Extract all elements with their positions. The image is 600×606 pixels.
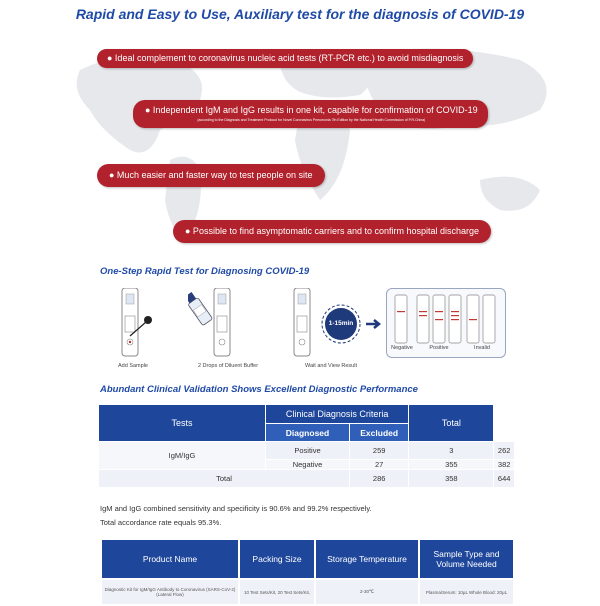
feature-text-3: ● Much easier and faster way to test people on site — [109, 170, 313, 180]
diagnosed-header: Diagnosed — [266, 424, 350, 442]
row-label: Negative — [266, 460, 350, 470]
validation-title: Abundant Clinical Validation Shows Excellent Diagnostic Performance — [100, 384, 418, 395]
cell-value: 3 — [409, 442, 494, 460]
feature-text-4: ● Possible to find asymptomatic carriers and to confirm hospital discharge — [185, 226, 480, 236]
result-positive-label: Positive — [429, 345, 449, 351]
storage-temp-header: Storage Temperature — [315, 539, 419, 579]
product-name-cell: Diagnostic Kit for IgM/IgG Antibody to Coronavirus (SARS-CoV-2)(Lateral Flow) — [101, 579, 239, 605]
feature-pill-3 — [97, 164, 325, 187]
results-panel — [386, 288, 506, 358]
step-3-label: Wait and View Result — [305, 363, 357, 369]
cell-value: 358 — [409, 470, 494, 488]
feature-pill-4 — [173, 220, 491, 243]
group-label: IgM/IgG — [99, 442, 266, 470]
feature-pill-1 — [97, 49, 473, 68]
feature-text-1: ● Ideal complement to coronavirus nucleic acid tests (RT-PCR etc.) to avoid misdiagnosis — [107, 53, 464, 63]
step-1-label: Add Sample — [118, 363, 148, 369]
sample-type-cell: Plasma/Serum: 10μL Whole Blood: 20μL — [419, 579, 514, 605]
result-negative-label: Negative — [391, 345, 413, 351]
criteria-header: Clinical Diagnosis Criteria — [266, 405, 409, 424]
validation-table — [98, 404, 515, 488]
feature-text-2: ● Independent IgM and IgG results in one kit, capable for confirmation of COVID-19 — [145, 105, 478, 115]
result-strips — [387, 291, 505, 347]
tests-header: Tests — [99, 405, 266, 442]
cell-value: 644 — [494, 470, 515, 488]
validation-note-2: Total accordance rate equals 95.3%. — [100, 518, 222, 527]
total-row-label: Total — [99, 470, 350, 488]
timer-label: 1-15min — [328, 320, 354, 327]
cell-value: 286 — [350, 470, 409, 488]
excluded-header: Excluded — [350, 424, 409, 442]
total-header: Total — [409, 405, 494, 442]
sample-type-header: Sample Type and Volume Needed — [419, 539, 514, 579]
feature-subtext-2: (according to the Diagnosis and Treatment Protocol for Novel Coronavirus Pneumonia 7th Edition by the National Health Commission of P.R.China) — [197, 117, 426, 122]
page-title: Rapid and Easy to Use, Auxiliary test for the diagnosis of COVID-19 — [75, 6, 525, 22]
feature-pill-2 — [133, 100, 488, 128]
cell-value: 27 — [350, 460, 409, 470]
packing-size-header: Packing Size — [239, 539, 315, 579]
step-2-label: 2 Drops of Diluent Buffer — [197, 363, 259, 369]
cell-value: 355 — [409, 460, 494, 470]
cell-value: 262 — [494, 442, 515, 460]
validation-note-1: IgM and IgG combined sensitivity and specificity is 90.6% and 99.2% respectively. — [100, 504, 372, 513]
step-2-illustration — [188, 288, 248, 358]
storage-temp-cell: 2-30℃ — [315, 579, 419, 605]
cell-value: 382 — [494, 460, 515, 470]
result-invalid-label: Invalid — [474, 345, 490, 351]
product-table — [100, 538, 515, 606]
step-1-illustration — [108, 288, 158, 358]
cell-value: 259 — [350, 442, 409, 460]
procedure-title: One-Step Rapid Test for Diagnosing COVID-19 — [100, 266, 310, 277]
packing-size-cell: 10 Test Sets/Kit, 20 Test Sets/Kit, — [239, 579, 315, 605]
product-name-header: Product Name — [101, 539, 239, 579]
row-label: Positive — [266, 442, 350, 460]
